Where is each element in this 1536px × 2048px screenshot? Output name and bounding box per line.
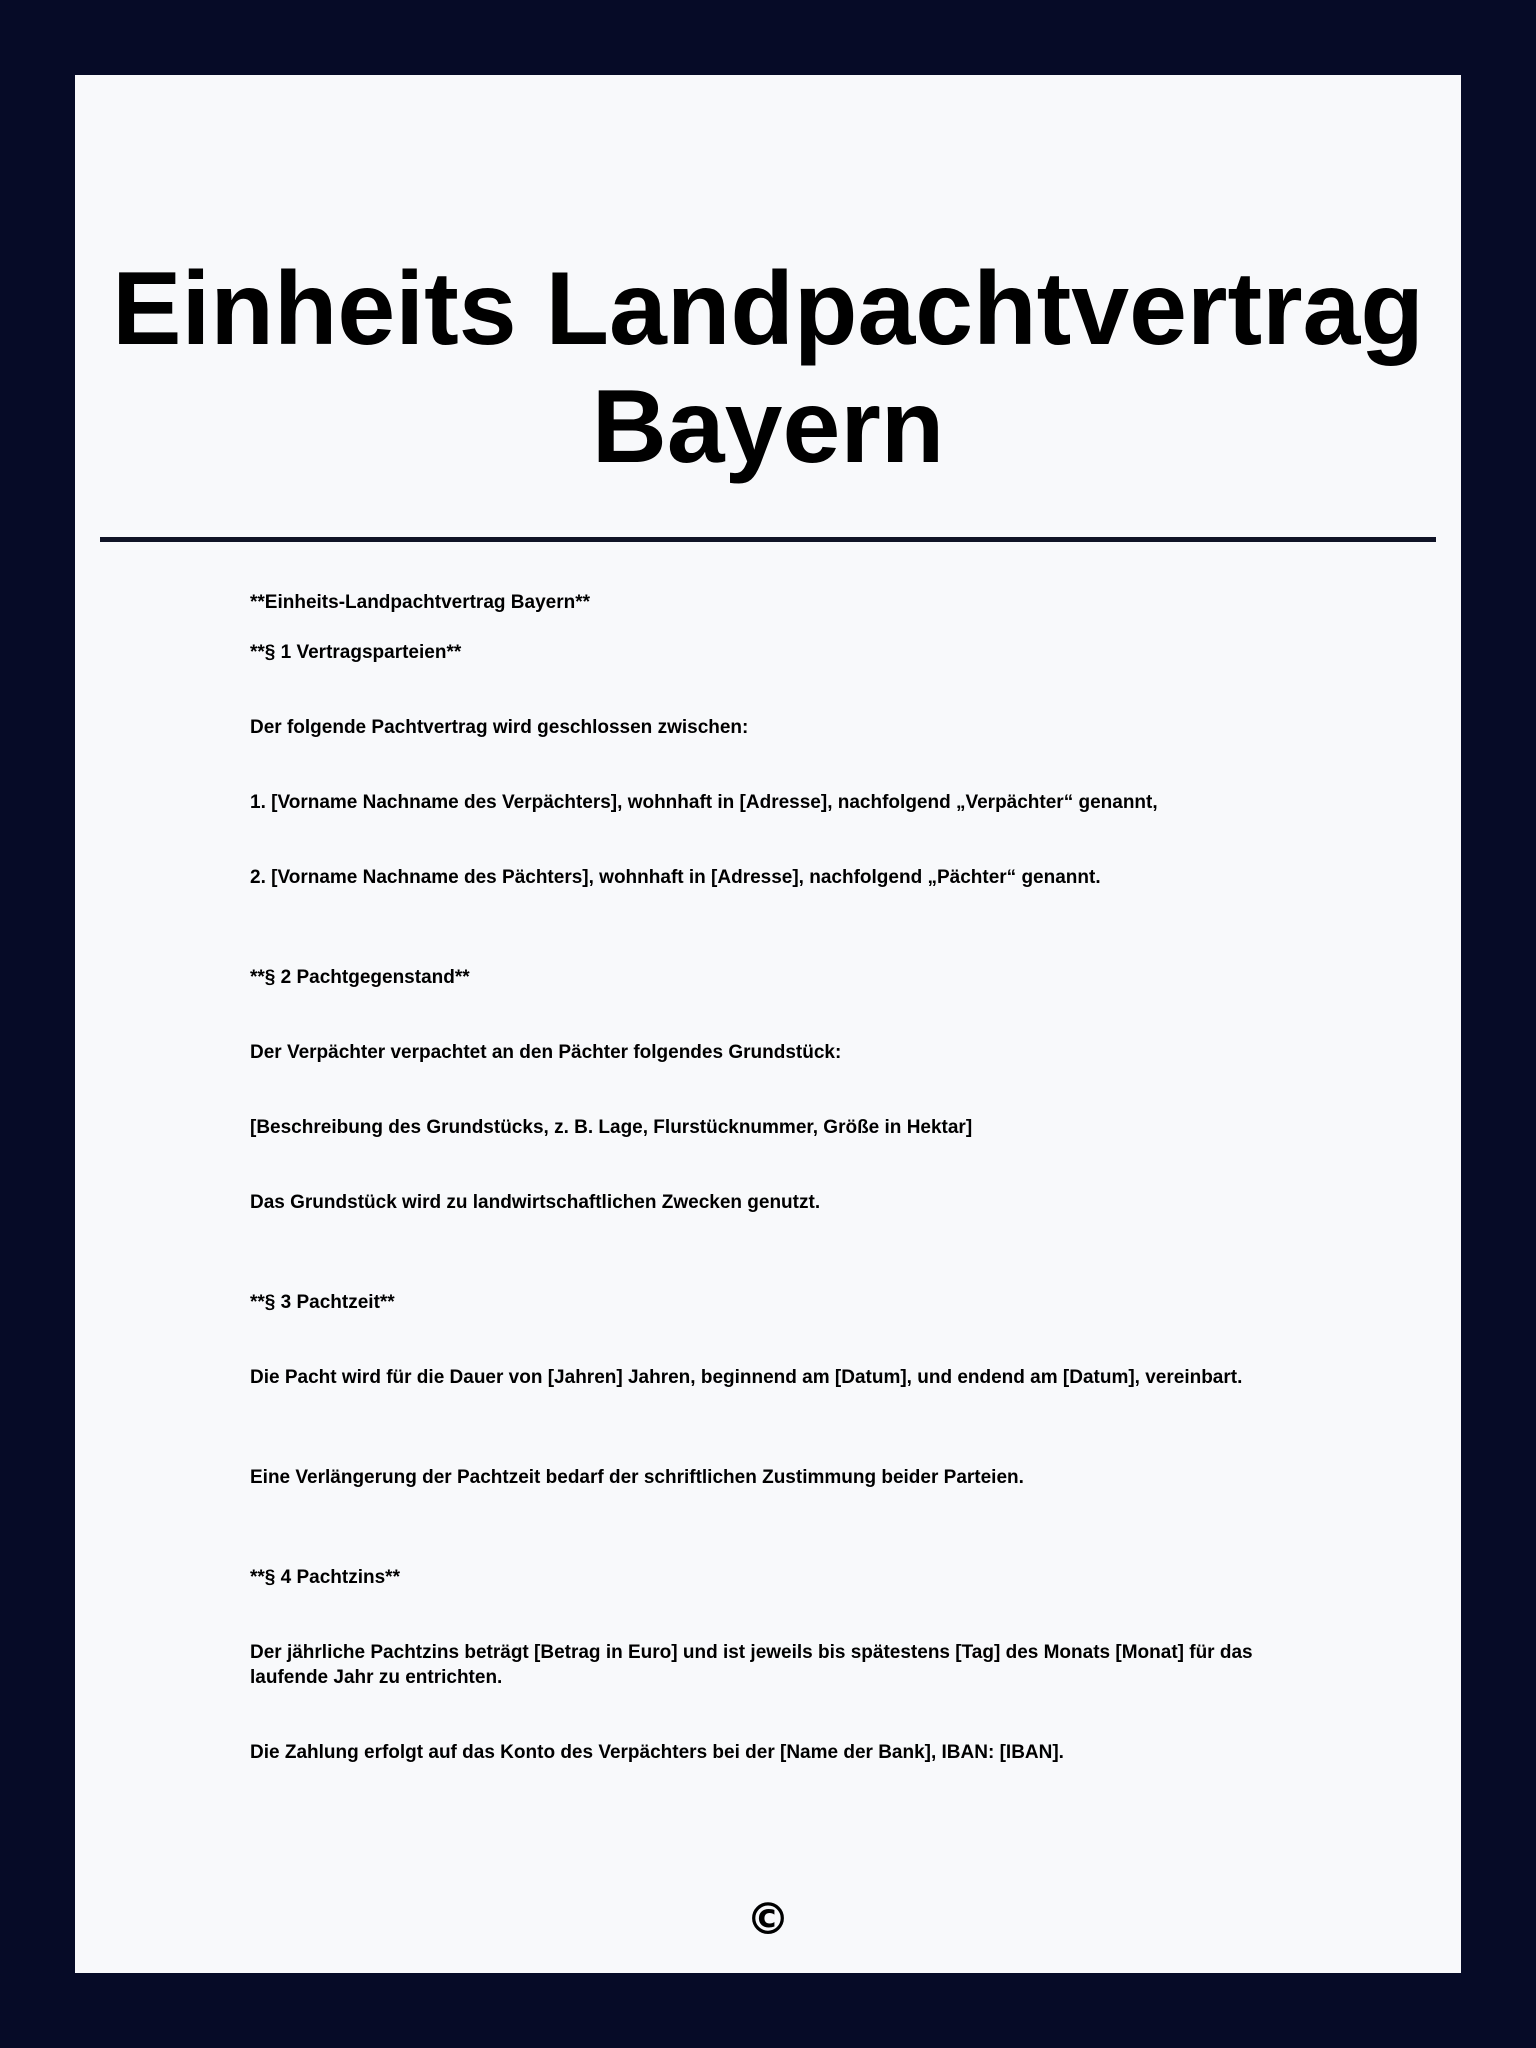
- heading-section-1: **§ 1 Vertragsparteien**: [250, 642, 462, 663]
- title-divider: [100, 537, 1436, 542]
- paragraph: Eine Verlängerung der Pachtzeit bedarf der schriftlichen Zustimmung beider Parteien.: [250, 1467, 1024, 1488]
- copyright-icon: ©: [746, 1894, 790, 1945]
- paragraph: Die Zahlung erfolgt auf das Konto des Verpächters bei der [Name der Bank], IBAN: [IBAN].: [250, 1742, 1064, 1763]
- paragraph: 2. [Vorname Nachname des Pächters], wohnhaft in [Adresse], nachfolgend „Pächter“ genannt.: [250, 867, 1101, 888]
- paragraph: [Beschreibung des Grundstücks, z. B. Lage, Flurstücknummer, Größe in Hektar]: [250, 1117, 973, 1138]
- heading-section-4: **§ 4 Pachtzins**: [250, 1567, 400, 1588]
- paragraph: Das Grundstück wird zu landwirtschaftlichen Zwecken genutzt.: [250, 1192, 821, 1213]
- heading-contract-name: **Einheits-Landpachtvertrag Bayern**: [250, 592, 590, 613]
- paragraph: Die Pacht wird für die Dauer von [Jahren] Jahren, beginnend am [Datum], und endend am [Datum], vereinbart.: [250, 1367, 1243, 1388]
- heading-section-3: **§ 3 Pachtzeit**: [250, 1292, 395, 1313]
- document-page: [75, 75, 1461, 1973]
- paragraph: Der jährliche Pachtzins beträgt [Betrag in Euro] und ist jeweils bis spätestens [Tag] des Monats [Monat] für das laufende Jahr zu entrichten.: [250, 1642, 1253, 1688]
- paragraph: 1. [Vorname Nachname des Verpächters], wohnhaft in [Adresse], nachfolgend „Verpächter“ genannt,: [250, 792, 1158, 813]
- document-title: Einheits Landpachtvertrag Bayern: [112, 251, 1424, 485]
- paragraph: Der Verpächter verpachtet an den Pächter folgendes Grundstück:: [250, 1042, 842, 1063]
- paragraph: Der folgende Pachtvertrag wird geschlossen zwischen:: [250, 717, 749, 738]
- heading-section-2: **§ 2 Pachtgegenstand**: [250, 967, 470, 988]
